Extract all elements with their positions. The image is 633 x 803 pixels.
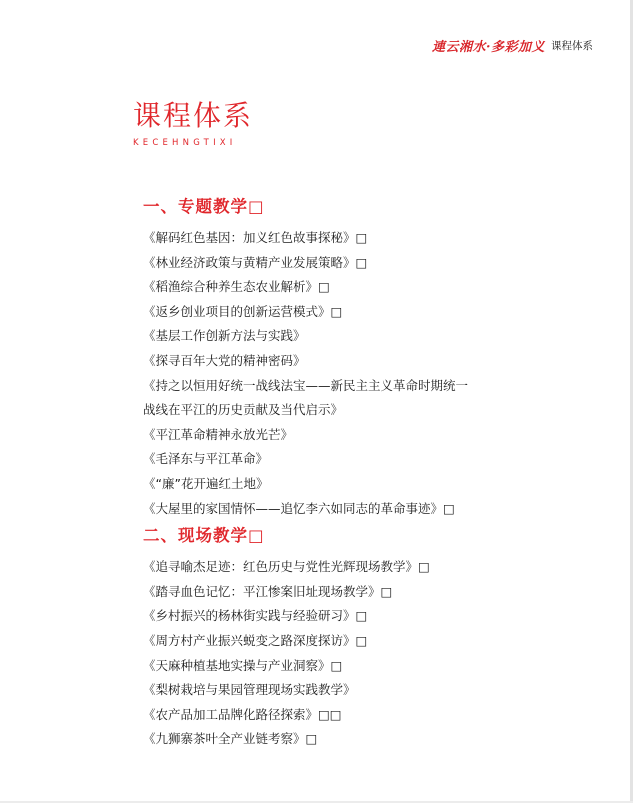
list-item: 《稻渔综合种养生态农业解析》□ (143, 279, 330, 295)
list-item: 《九狮寨茶叶全产业链考察》□ (143, 731, 318, 747)
list-item: 《乡村振兴的杨林街实践与经验研习》□ (143, 608, 368, 624)
header-section-label: 课程体系 (551, 40, 593, 52)
list-item: 《平江革命精神永放光芒》 (143, 426, 294, 442)
list-item: 《追寻喻杰足迹：红色历史与党性光辉现场教学》□ (143, 559, 430, 575)
list-item: 《周方村产业振兴蜕变之路深度探访》□ (143, 632, 368, 648)
list-item: 《持之以恒用好统一战线法宝——新民主主义革命时期统一 战线在平江的历史贡献及当代启示》 (143, 377, 469, 418)
list-item: 《农产品加工品牌化路径探索》□□ (143, 706, 342, 722)
topic-course-list (143, 226, 613, 521)
list-item: 《梨树栽培与果园管理现场实践教学》 (143, 682, 356, 698)
brand-slogan: 連云湘水·多彩加义 (431, 40, 545, 55)
list-item: 《天麻种植基地实操与产业洞察》□ (143, 657, 343, 673)
page-subtitle-pinyin: KECEHNGTIXI (133, 138, 237, 148)
list-item: 《返乡创业项目的创新运营模式》□ (143, 303, 343, 319)
list-item: 《解码红色基因：加义红色故事探秘》□ (143, 230, 368, 245)
list-item: 《林业经济政策与黄精产业发展策略》□ (143, 254, 368, 270)
list-item: 《探寻百年大党的精神密码》 (143, 352, 306, 368)
course-content (143, 194, 613, 752)
onsite-course-list (143, 555, 613, 752)
section-heading-topics: 一、专题教学□ (143, 197, 265, 216)
list-item: 《“廉”花开遍红土地》 (143, 475, 269, 491)
title-block (133, 98, 253, 148)
header-brand (432, 36, 593, 55)
page-title: 课程体系 (133, 99, 254, 132)
list-item: 《毛泽东与平江革命》 (143, 451, 269, 467)
section-heading-onsite: 二、现场教学□ (143, 526, 265, 546)
list-item: 《大屋里的家国情怀——追忆李六如同志的革命事迹》□ (143, 500, 455, 516)
list-item: 《踏寻血色记忆：平江惨案旧址现场教学》□ (143, 583, 393, 599)
list-item: 《基层工作创新方法与实践》 (143, 328, 306, 344)
